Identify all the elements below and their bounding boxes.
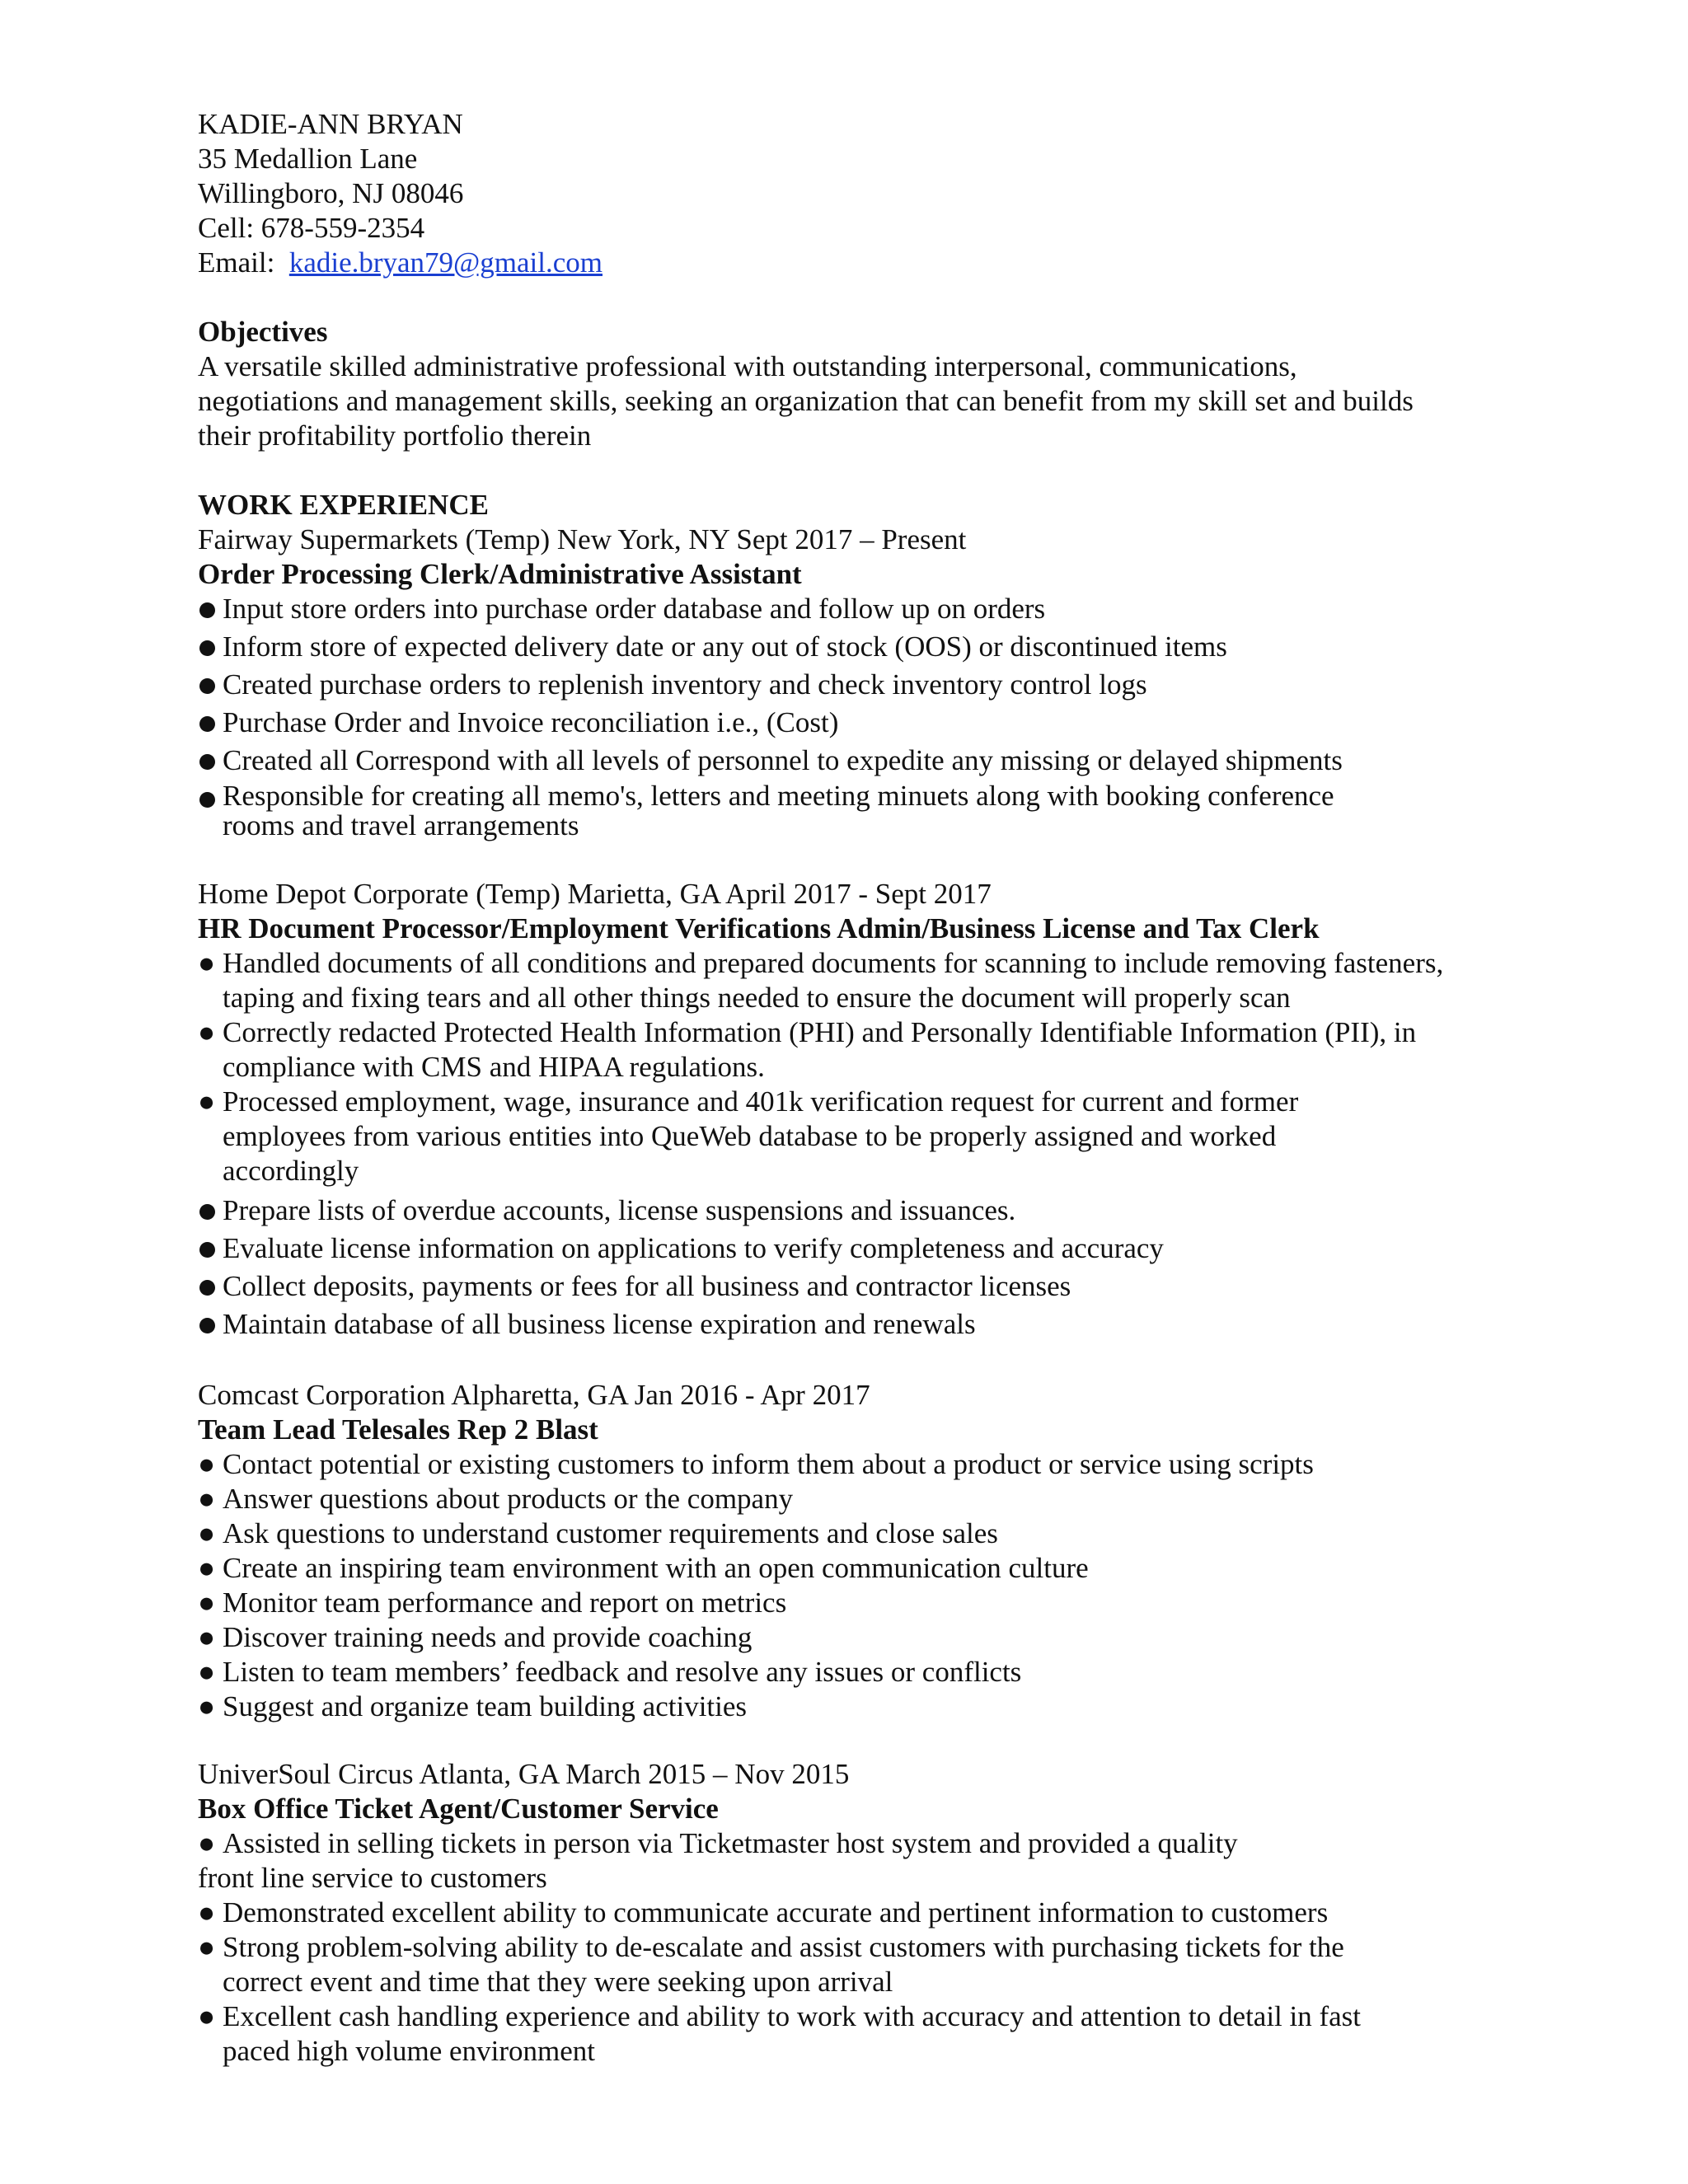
list-item [198,1826,1484,1896]
job-title: Order Processing Clerk/Administrative Assistant [198,558,802,590]
list-item [198,1085,1484,1188]
list-item [198,1620,1484,1655]
list-item [198,1586,1484,1620]
bullet-glyph: ● [198,1931,216,1963]
list-item-text: Discover training needs and provide coaching [223,1621,753,1653]
job-bullet-list [198,1826,1484,2069]
list-item: Maintain database of all business license expiration and renewals [198,1307,1484,1342]
job-employer: Home Depot Corporate (Temp) Marietta, GA April 2017 - Sept 2017 [198,878,992,910]
list-item-text: Assisted in selling tickets in person via Ticketmaster host system and provided a quality front line service to customers [198,1827,1238,1894]
contact-block [198,107,1484,280]
list-item: Purchase Order and Invoice reconciliation i.e., (Cost) [198,705,1484,740]
list-item-text: Monitor team performance and report on metrics [223,1586,787,1619]
email-line [198,246,1484,280]
list-item-text: Excellent cash handling experience and ability to work with accuracy and attention to detail in fast paced high volume environment [223,2000,1362,2067]
bullet-glyph: ● [198,1483,216,1515]
work-experience-heading: WORK EXPERIENCE [198,489,489,521]
bullet-glyph: ● [198,1552,216,1584]
email-link[interactable]: kadie.bryan79@gmail.com [288,246,603,279]
list-item-text: Strong problem-solving ability to de-escalate and assist customers with purchasing tickets for the correct event and time that they were seeking upon arrival [223,1931,1344,1998]
list-item-text: Contact potential or existing customers to inform them about a product or service using scripts [223,1448,1314,1480]
job-employer: UniverSoul Circus Atlanta, GA March 2015 – Nov 2015 [198,1758,850,1790]
street-address: 35 Medallion Lane [198,143,418,175]
job-bullet-list [198,592,1484,841]
list-item: Input store orders into purchase order database and follow up on orders [198,592,1484,626]
candidate-name: KADIE-ANN BRYAN [198,108,463,140]
job-entry-home-depot [198,877,1484,1342]
bullet-glyph: ● [198,947,216,979]
city-state-zip: Willingboro, NJ 08046 [198,177,464,209]
list-item: Evaluate license information on applications to verify completeness and accuracy [198,1231,1484,1266]
list-item: Prepare lists of overdue accounts, license suspensions and issuances. [198,1193,1484,1228]
job-entry-universoul [198,1757,1484,2069]
bullet-glyph: ● [198,1016,216,1048]
email-label: Email: [198,246,283,279]
list-item-text: Demonstrated excellent ability to communicate accurate and pertinent information to customers [223,1896,1329,1929]
bullet-glyph: ● [198,1896,216,1929]
cell-phone: Cell: 678-559-2354 [198,212,425,244]
list-item-text: Handled documents of all conditions and prepared documents for scanning to include removing fasteners, taping and fixing tears and all other things needed to ensure the document will properly scan [223,947,1444,1014]
job-bullet-list [198,946,1484,1188]
list-item [198,1690,1484,1724]
list-item [198,1482,1484,1516]
job-bullet-list [198,1193,1484,1342]
list-item: Collect deposits, payments or fees for all business and contractor licenses [198,1269,1484,1304]
list-item-text: Processed employment, wage, insurance and 401k verification request for current and former employees from various entities into QueWeb database to be properly assigned and worked accordingly [223,1085,1299,1187]
bullet-glyph: ● [198,1586,216,1619]
work-experience-section [198,488,1484,2069]
list-item [198,1015,1484,1085]
objectives-heading: Objectives [198,316,328,348]
job-employer: Fairway Supermarkets (Temp) New York, NY Sept 2017 – Present [198,523,967,555]
job-bullet-list [198,1447,1484,1724]
objectives-line: their profitability portfolio therein [198,419,592,452]
bullet-glyph: ● [198,1690,216,1722]
list-item [198,1896,1484,1930]
objectives-section [198,315,1484,453]
bullet-glyph: ● [198,1621,216,1653]
job-title: HR Document Processor/Employment Verifications Admin/Business License and Tax Clerk [198,912,1320,944]
list-item [198,946,1484,1015]
bullet-glyph: ● [198,2000,216,2032]
list-item-text: Create an inspiring team environment with an open communication culture [223,1552,1089,1584]
list-item-text: Listen to team members’ feedback and resolve any issues or conflicts [223,1656,1022,1688]
job-entry-comcast [198,1378,1484,1724]
list-item-text: Answer questions about products or the company [223,1483,794,1515]
list-item [198,1447,1484,1482]
bullet-glyph: ● [198,1656,216,1688]
list-item-text: Correctly redacted Protected Health Information (PHI) and Personally Identifiable Information (PII), in compliance with CMS and HIPAA regulations. [223,1016,1417,1083]
bullet-glyph: ● [198,1517,216,1549]
list-item-text: Suggest and organize team building activities [223,1690,748,1722]
list-item [198,1930,1484,1999]
bullet-glyph: ● [198,1085,216,1118]
list-item: Inform store of expected delivery date or any out of stock (OOS) or discontinued items [198,630,1484,664]
bullet-glyph: ● [198,1448,216,1480]
list-item [198,1551,1484,1586]
list-item [198,1516,1484,1551]
job-employer: Comcast Corporation Alpharetta, GA Jan 2016 - Apr 2017 [198,1379,870,1411]
list-item: Created purchase orders to replenish inventory and check inventory control logs [198,668,1484,702]
bullet-glyph: ● [198,1827,216,1859]
list-item-text: Ask questions to understand customer requirements and close sales [223,1517,998,1549]
job-title: Team Lead Telesales Rep 2 Blast [198,1413,598,1446]
list-item [198,1999,1484,2069]
resume-page [198,107,1484,2069]
list-item: Responsible for creating all memo's, letters and meeting minuets along with booking conference rooms and travel arrangements [198,781,1484,841]
job-entry-fairway [198,523,1484,841]
objectives-line: A versatile skilled administrative professional with outstanding interpersonal, communications, [198,350,1297,382]
list-item [198,1655,1484,1690]
objectives-line: negotiations and management skills, seeking an organization that can benefit from my skill set and builds [198,385,1414,417]
list-item: Created all Correspond with all levels of personnel to expedite any missing or delayed shipments [198,743,1484,778]
job-title: Box Office Ticket Agent/Customer Service [198,1793,719,1825]
